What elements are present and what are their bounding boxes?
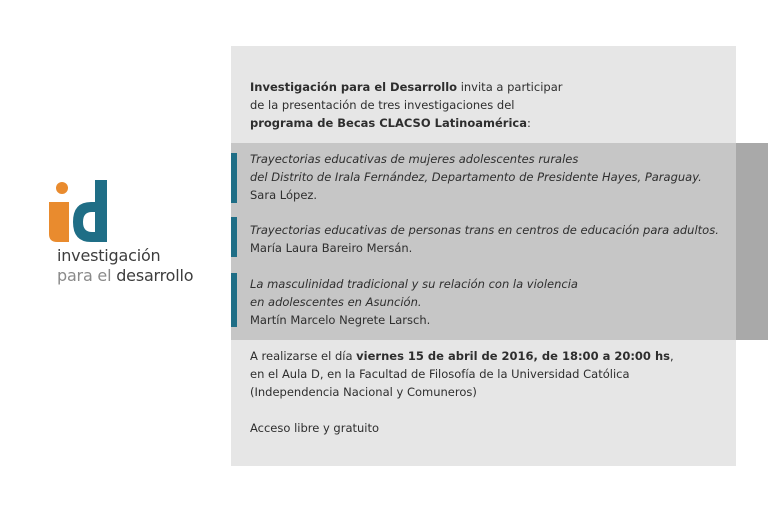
event-line3: (Independencia Nacional y Comuneros) xyxy=(250,385,477,399)
intro-line2: de la presentación de tres investigaciones del xyxy=(250,98,515,112)
logo-wordmark-line1: investigación xyxy=(57,246,161,265)
investigation-3-author: Martín Marcelo Negrete Larsch. xyxy=(250,313,431,327)
event-access: Acceso libre y gratuito xyxy=(250,421,380,435)
logo xyxy=(45,180,215,300)
event-line1 xyxy=(250,347,674,365)
organizer-name: Investigación para el Desarrollo xyxy=(250,80,458,94)
event-line1-prefix: A realizarse el día xyxy=(250,349,357,363)
investigation-2-title-line1: Trayectorias educativas de personas trans en centros de educación para adultos. xyxy=(250,223,719,237)
investigation-1-title-line2: del Distrito de Irala Fernández, Departamento de Presidente Hayes, Paraguay. xyxy=(250,170,702,184)
logo-d-stem xyxy=(95,180,107,242)
logo-i-stem xyxy=(49,202,69,242)
investigation-3-title-line1: La masculinidad tradicional y su relación con la violencia xyxy=(250,277,578,291)
accent-bar-1 xyxy=(231,153,237,203)
investigation-1-title-line1: Trayectorias educativas de mujeres adolescentes rurales xyxy=(250,152,579,166)
event-line1-suffix: , xyxy=(669,349,674,363)
event-datetime: viernes 15 de abril de 2016, de 18:00 a 20:00 hs xyxy=(356,349,670,363)
event-line2: en el Aula D, en la Facultad de Filosofía de la Universidad Católica xyxy=(250,367,630,381)
intro-line1-rest: invita a participar xyxy=(457,80,563,94)
accent-bar-2 xyxy=(231,217,237,257)
accent-bar-3 xyxy=(231,273,237,327)
investigation-3-title-line2: en adolescentes en Asunción. xyxy=(250,295,422,309)
investigation-1-author: Sara López. xyxy=(250,188,318,202)
investigations-band-edge xyxy=(736,143,768,340)
intro-line3-rest: : xyxy=(526,116,531,130)
program-name: programa de Becas CLACSO Latinoamérica xyxy=(250,116,527,130)
intro-line3 xyxy=(250,114,531,132)
logo-wordmark-prefix: para el xyxy=(57,266,112,285)
logo-wordmark-line2 xyxy=(57,266,193,285)
logo-wordmark-suffix: desarrollo xyxy=(111,266,194,285)
intro-line1 xyxy=(250,78,562,96)
id-logo-mark xyxy=(45,180,125,246)
investigation-2-author: María Laura Bareiro Mersán. xyxy=(250,241,413,255)
logo-i-dot xyxy=(56,182,68,194)
